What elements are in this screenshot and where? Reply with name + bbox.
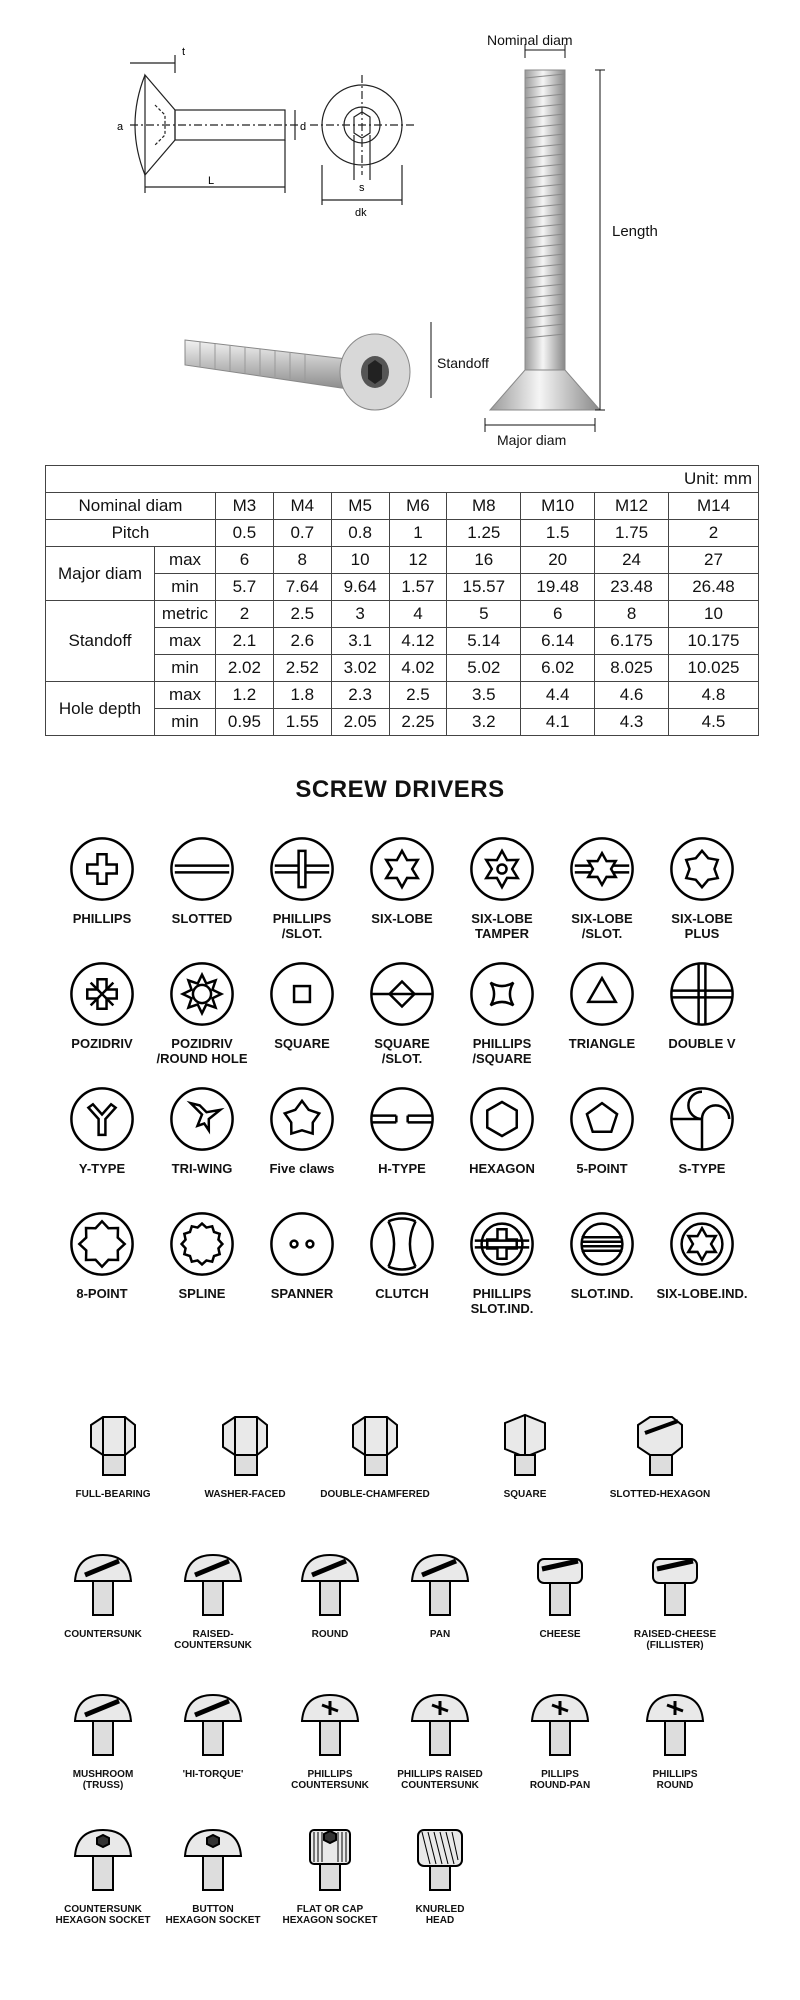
head-label: SLOTTED-HEXAGON bbox=[609, 1489, 711, 1500]
driver-item-phillips-slot bbox=[252, 835, 352, 941]
driver-item-clutch bbox=[352, 1210, 452, 1301]
driver-item-phillips-square bbox=[452, 960, 552, 1066]
double-v-icon bbox=[668, 960, 736, 1028]
screw-technical-drawing bbox=[100, 35, 440, 220]
head-label: SQUARE bbox=[503, 1489, 547, 1500]
head-item bbox=[585, 1405, 735, 1500]
table-cell: 1.55 bbox=[273, 709, 331, 736]
table-cell: 6.14 bbox=[521, 628, 595, 655]
table-cell: 1.75 bbox=[595, 520, 669, 547]
table-cell: 26.48 bbox=[669, 574, 759, 601]
sub-label: max bbox=[155, 628, 216, 655]
table-cell: 2.25 bbox=[389, 709, 447, 736]
driver-label: 5-POINT bbox=[576, 1161, 628, 1176]
table-cell: 6.175 bbox=[595, 628, 669, 655]
table-cell: 10 bbox=[331, 547, 389, 574]
table-cell: 1 bbox=[389, 520, 447, 547]
head-item bbox=[148, 1820, 278, 1926]
table-cell: 19.48 bbox=[521, 574, 595, 601]
head-item bbox=[375, 1685, 505, 1791]
driver-label: SPLINE bbox=[178, 1286, 226, 1301]
six-lobe-icon bbox=[368, 835, 436, 903]
driver-label: 8-POINT bbox=[76, 1286, 128, 1301]
head-label: PAN bbox=[429, 1629, 451, 1640]
head-label: BUTTON HEXAGON SOCKET bbox=[165, 1904, 261, 1926]
table-cell: 2.6 bbox=[273, 628, 331, 655]
table-cell: 2.52 bbox=[273, 655, 331, 682]
table-cell: 1.25 bbox=[447, 520, 521, 547]
table-cell: 10.175 bbox=[669, 628, 759, 655]
pozidriv-round-icon bbox=[168, 960, 236, 1028]
table-cell: 2 bbox=[216, 601, 274, 628]
table-cell: 24 bbox=[595, 547, 669, 574]
driver-item-phillips bbox=[52, 835, 152, 926]
diagram-dimension-lines bbox=[470, 30, 670, 450]
socket-head-icon bbox=[173, 1820, 253, 1900]
screw-spec-table bbox=[45, 465, 759, 736]
head-label: COUNTERSUNK HEXAGON SOCKET bbox=[55, 1904, 151, 1926]
table-header-row bbox=[46, 493, 759, 520]
slotted-hex-head-icon bbox=[620, 1405, 700, 1485]
square-slot-icon bbox=[368, 960, 436, 1028]
driver-item-pozidriv-round bbox=[152, 960, 252, 1066]
square-head-icon bbox=[485, 1405, 565, 1485]
spline-icon bbox=[168, 1210, 236, 1278]
table-row bbox=[46, 682, 759, 709]
driver-label: TRI-WING bbox=[171, 1161, 233, 1176]
table-cell: 3.1 bbox=[331, 628, 389, 655]
head-label: ROUND bbox=[311, 1629, 349, 1640]
six-lobe-tamper-icon bbox=[468, 835, 536, 903]
table-cell: 5 bbox=[447, 601, 521, 628]
major-diam-label: Major diam bbox=[497, 432, 567, 448]
sub-label: metric bbox=[155, 601, 216, 628]
slot-head-icon bbox=[63, 1545, 143, 1625]
table-cell: 4.02 bbox=[389, 655, 447, 682]
unit-label: Unit: mm bbox=[46, 466, 759, 493]
table-row bbox=[46, 547, 759, 574]
phillips-head-icon bbox=[520, 1685, 600, 1765]
head-item bbox=[450, 1405, 600, 1500]
table-cell: 2.02 bbox=[216, 655, 274, 682]
pozidriv-icon bbox=[68, 960, 136, 1028]
head-item bbox=[495, 1685, 625, 1791]
table-cell: 2.05 bbox=[331, 709, 389, 736]
eight-point-icon bbox=[68, 1210, 136, 1278]
d-label: d bbox=[300, 121, 307, 133]
head-label: PHILLIPS RAISED COUNTERSUNK bbox=[397, 1769, 483, 1791]
nominal-diam-header: Nominal diam bbox=[46, 493, 216, 520]
table-row bbox=[46, 601, 759, 628]
s-label: s bbox=[359, 182, 365, 194]
driver-item-double-v bbox=[652, 960, 752, 1051]
sub-label: max bbox=[155, 682, 216, 709]
s-type-icon bbox=[668, 1085, 736, 1153]
table-cell: 0.5 bbox=[216, 520, 274, 547]
driver-item-slotted bbox=[152, 835, 252, 926]
clutch-icon bbox=[368, 1210, 436, 1278]
driver-item-spline bbox=[152, 1210, 252, 1301]
head-label: DOUBLE-CHAMFERED bbox=[320, 1489, 430, 1500]
head-label: WASHER-FACED bbox=[204, 1489, 286, 1500]
driver-item-hexagon bbox=[452, 1085, 552, 1176]
driver-label: SIX-LOBE TAMPER bbox=[471, 911, 533, 941]
driver-item-six-lobe-slot bbox=[552, 835, 652, 941]
head-label: FLAT OR CAP HEXAGON SOCKET bbox=[282, 1904, 378, 1926]
table-cell: 4.6 bbox=[595, 682, 669, 709]
table-cell: 23.48 bbox=[595, 574, 669, 601]
slot-head-icon bbox=[173, 1545, 253, 1625]
table-cell: 4.12 bbox=[389, 628, 447, 655]
size-cell: M4 bbox=[273, 493, 331, 520]
table-cell: 4.5 bbox=[669, 709, 759, 736]
length-label: Length bbox=[612, 223, 658, 240]
table-cell: 6.02 bbox=[521, 655, 595, 682]
table-cell: 5.02 bbox=[447, 655, 521, 682]
nominal-diam-label: Nominal diam bbox=[487, 32, 573, 48]
driver-label: POZIDRIV bbox=[71, 1036, 133, 1051]
table-cell: 1.8 bbox=[273, 682, 331, 709]
slotted-icon bbox=[168, 835, 236, 903]
six-lobe-ind-icon bbox=[668, 1210, 736, 1278]
head-item bbox=[375, 1820, 505, 1926]
head-item bbox=[375, 1545, 505, 1640]
table-cell: 15.57 bbox=[447, 574, 521, 601]
table-cell: 3 bbox=[331, 601, 389, 628]
table-cell: 3.02 bbox=[331, 655, 389, 682]
six-lobe-slot-icon bbox=[568, 835, 636, 903]
phillips-slot-icon bbox=[268, 835, 336, 903]
triangle-icon bbox=[568, 960, 636, 1028]
table-cell: 16 bbox=[447, 547, 521, 574]
table-cell: 8.025 bbox=[595, 655, 669, 682]
table-cell: 1.5 bbox=[521, 520, 595, 547]
phillips-square-icon bbox=[468, 960, 536, 1028]
table-cell: 5.14 bbox=[447, 628, 521, 655]
phillips-head-icon bbox=[290, 1685, 370, 1765]
table-cell: 2.1 bbox=[216, 628, 274, 655]
driver-label: PHILLIPS bbox=[72, 911, 132, 926]
phillips-slot-ind-icon bbox=[468, 1210, 536, 1278]
size-cell: M10 bbox=[521, 493, 595, 520]
table-cell: 7.64 bbox=[273, 574, 331, 601]
table-cell: 12 bbox=[389, 547, 447, 574]
t-label: t bbox=[182, 46, 186, 58]
table-cell: 5.7 bbox=[216, 574, 274, 601]
table-row bbox=[46, 520, 759, 547]
driver-label: SIX-LOBE /SLOT. bbox=[571, 911, 633, 941]
socket-head-icon bbox=[63, 1820, 143, 1900]
a-label: a bbox=[117, 121, 124, 133]
head-item bbox=[495, 1545, 625, 1640]
slot-head-icon bbox=[400, 1545, 480, 1625]
tri-wing-icon bbox=[168, 1085, 236, 1153]
table-cell: 20 bbox=[521, 547, 595, 574]
table-cell: 8 bbox=[273, 547, 331, 574]
table-cell: 2.5 bbox=[389, 682, 447, 709]
driver-item-phillips-slot-ind bbox=[452, 1210, 552, 1316]
table-cell: 0.7 bbox=[273, 520, 331, 547]
head-item bbox=[148, 1685, 278, 1780]
size-cell: M8 bbox=[447, 493, 521, 520]
driver-label: Y-TYPE bbox=[78, 1161, 126, 1176]
size-cell: M3 bbox=[216, 493, 274, 520]
table-cell: 4.1 bbox=[521, 709, 595, 736]
driver-item-square bbox=[252, 960, 352, 1051]
table-cell: 10 bbox=[669, 601, 759, 628]
table-cell: 2.3 bbox=[331, 682, 389, 709]
driver-label: PHILLIPS SLOT.IND. bbox=[470, 1286, 534, 1316]
y-type-icon bbox=[68, 1085, 136, 1153]
slot-head-icon bbox=[290, 1545, 370, 1625]
square-icon bbox=[268, 960, 336, 1028]
table-cell: 6 bbox=[521, 601, 595, 628]
driver-label: SIX-LOBE.IND. bbox=[656, 1286, 748, 1301]
driver-item-six-lobe-plus bbox=[652, 835, 752, 941]
pitch-label: Pitch bbox=[46, 520, 216, 547]
head-item bbox=[38, 1405, 188, 1500]
driver-label: CLUTCH bbox=[375, 1286, 429, 1301]
six-lobe-plus-icon bbox=[668, 835, 736, 903]
table-cell: 3.5 bbox=[447, 682, 521, 709]
knurled-head-icon bbox=[400, 1820, 480, 1900]
sub-label: max bbox=[155, 547, 216, 574]
spanner-icon bbox=[268, 1210, 336, 1278]
driver-item-h-type bbox=[352, 1085, 452, 1176]
driver-label: SPANNER bbox=[270, 1286, 334, 1301]
table-cell: 4.3 bbox=[595, 709, 669, 736]
driver-label: S-TYPE bbox=[678, 1161, 726, 1176]
table-cell: 10.025 bbox=[669, 655, 759, 682]
driver-label: SQUARE bbox=[274, 1036, 330, 1051]
dk-label: dk bbox=[355, 207, 367, 219]
driver-item-y-type bbox=[52, 1085, 152, 1176]
screw-drivers-title: SCREW DRIVERS bbox=[295, 776, 505, 803]
head-label: PHILLIPS COUNTERSUNK bbox=[291, 1769, 369, 1791]
driver-item-five-claws bbox=[252, 1085, 352, 1176]
phillips-head-icon bbox=[400, 1685, 480, 1765]
hexagon-icon bbox=[468, 1085, 536, 1153]
head-label: PHILLIPS ROUND bbox=[652, 1769, 698, 1791]
sub-label: min bbox=[155, 655, 216, 682]
driver-item-six-lobe-tamper bbox=[452, 835, 552, 941]
cheese-head-icon bbox=[635, 1545, 715, 1625]
table-cell: 9.64 bbox=[331, 574, 389, 601]
sub-label: min bbox=[155, 574, 216, 601]
driver-label: HEXAGON bbox=[469, 1161, 535, 1176]
driver-item-square-slot bbox=[352, 960, 452, 1066]
head-label: FULL-BEARING bbox=[75, 1489, 151, 1500]
driver-item-five-point bbox=[552, 1085, 652, 1176]
lying-screw-illustration bbox=[180, 315, 440, 415]
driver-item-six-lobe-ind bbox=[652, 1210, 752, 1301]
head-label: 'HI-TORQUE' bbox=[182, 1769, 244, 1780]
size-cell: M6 bbox=[389, 493, 447, 520]
hex-head-icon bbox=[335, 1405, 415, 1485]
table-cell: 4 bbox=[389, 601, 447, 628]
driver-item-spanner bbox=[252, 1210, 352, 1301]
standoff-row-label: Standoff bbox=[46, 601, 155, 682]
h-type-icon bbox=[368, 1085, 436, 1153]
major-diam-label: Major diam bbox=[46, 547, 155, 601]
driver-item-slot-ind bbox=[552, 1210, 652, 1301]
driver-item-tri-wing bbox=[152, 1085, 252, 1176]
hex-head-icon bbox=[205, 1405, 285, 1485]
phillips-icon bbox=[68, 835, 136, 903]
table-cell: 27 bbox=[669, 547, 759, 574]
head-label: KNURLED HEAD bbox=[415, 1904, 465, 1926]
head-label: RAISED-CHEESE (FILLISTER) bbox=[633, 1629, 717, 1651]
head-item bbox=[300, 1405, 450, 1500]
size-cell: M14 bbox=[669, 493, 759, 520]
five-point-icon bbox=[568, 1085, 636, 1153]
driver-item-pozidriv bbox=[52, 960, 152, 1051]
driver-label: PHILLIPS /SLOT. bbox=[272, 911, 332, 941]
table-cell: 2 bbox=[669, 520, 759, 547]
table-cell: 8 bbox=[595, 601, 669, 628]
table-cell: 0.95 bbox=[216, 709, 274, 736]
driver-label: DOUBLE V bbox=[668, 1036, 736, 1051]
driver-label: Five claws bbox=[269, 1161, 335, 1176]
driver-label: TRIANGLE bbox=[568, 1036, 636, 1051]
driver-label: H-TYPE bbox=[378, 1161, 426, 1176]
phillips-head-icon bbox=[635, 1685, 715, 1765]
head-label: RAISED- COUNTERSUNK bbox=[174, 1629, 252, 1651]
table-cell: 6 bbox=[216, 547, 274, 574]
head-label: COUNTERSUNK bbox=[64, 1629, 142, 1640]
table-cell: 1.2 bbox=[216, 682, 274, 709]
driver-label: SQUARE /SLOT. bbox=[374, 1036, 430, 1066]
slot-ind-icon bbox=[568, 1210, 636, 1278]
cheese-head-icon bbox=[520, 1545, 600, 1625]
table-cell: 4.4 bbox=[521, 682, 595, 709]
driver-item-s-type bbox=[652, 1085, 752, 1176]
length-dim-label: L bbox=[208, 175, 215, 187]
driver-label: SLOTTED bbox=[171, 911, 233, 926]
table-cell: 0.8 bbox=[331, 520, 389, 547]
five-claws-icon bbox=[268, 1085, 336, 1153]
head-item bbox=[148, 1545, 278, 1651]
driver-item-triangle bbox=[552, 960, 652, 1051]
head-item bbox=[610, 1545, 740, 1651]
hex-head-icon bbox=[73, 1405, 153, 1485]
slot-head-icon bbox=[63, 1685, 143, 1765]
driver-label: PHILLIPS /SQUARE bbox=[472, 1036, 532, 1066]
driver-item-eight-point bbox=[52, 1210, 152, 1301]
driver-label: POZIDRIV /ROUND HOLE bbox=[156, 1036, 248, 1066]
sub-label: min bbox=[155, 709, 216, 736]
table-cell: 2.5 bbox=[273, 601, 331, 628]
table-cell: 4.8 bbox=[669, 682, 759, 709]
driver-label: SIX-LOBE PLUS bbox=[671, 911, 733, 941]
table-cell: 1.57 bbox=[389, 574, 447, 601]
hole-depth-label: Hole depth bbox=[46, 682, 155, 736]
head-item bbox=[170, 1405, 320, 1500]
cap-head-icon bbox=[290, 1820, 370, 1900]
driver-label: SIX-LOBE bbox=[371, 911, 433, 926]
size-cell: M12 bbox=[595, 493, 669, 520]
slot-head-icon bbox=[173, 1685, 253, 1765]
head-label: PILLIPS ROUND-PAN bbox=[529, 1769, 591, 1791]
table-cell: 3.2 bbox=[447, 709, 521, 736]
standoff-label: Standoff bbox=[437, 355, 489, 371]
head-label: MUSHROOM (TRUSS) bbox=[72, 1769, 134, 1791]
driver-item-six-lobe bbox=[352, 835, 452, 926]
head-item bbox=[610, 1685, 740, 1791]
standoff-dimension-line bbox=[425, 320, 437, 400]
size-cell: M5 bbox=[331, 493, 389, 520]
head-label: CHEESE bbox=[539, 1629, 581, 1640]
driver-label: SLOT.IND. bbox=[570, 1286, 634, 1301]
